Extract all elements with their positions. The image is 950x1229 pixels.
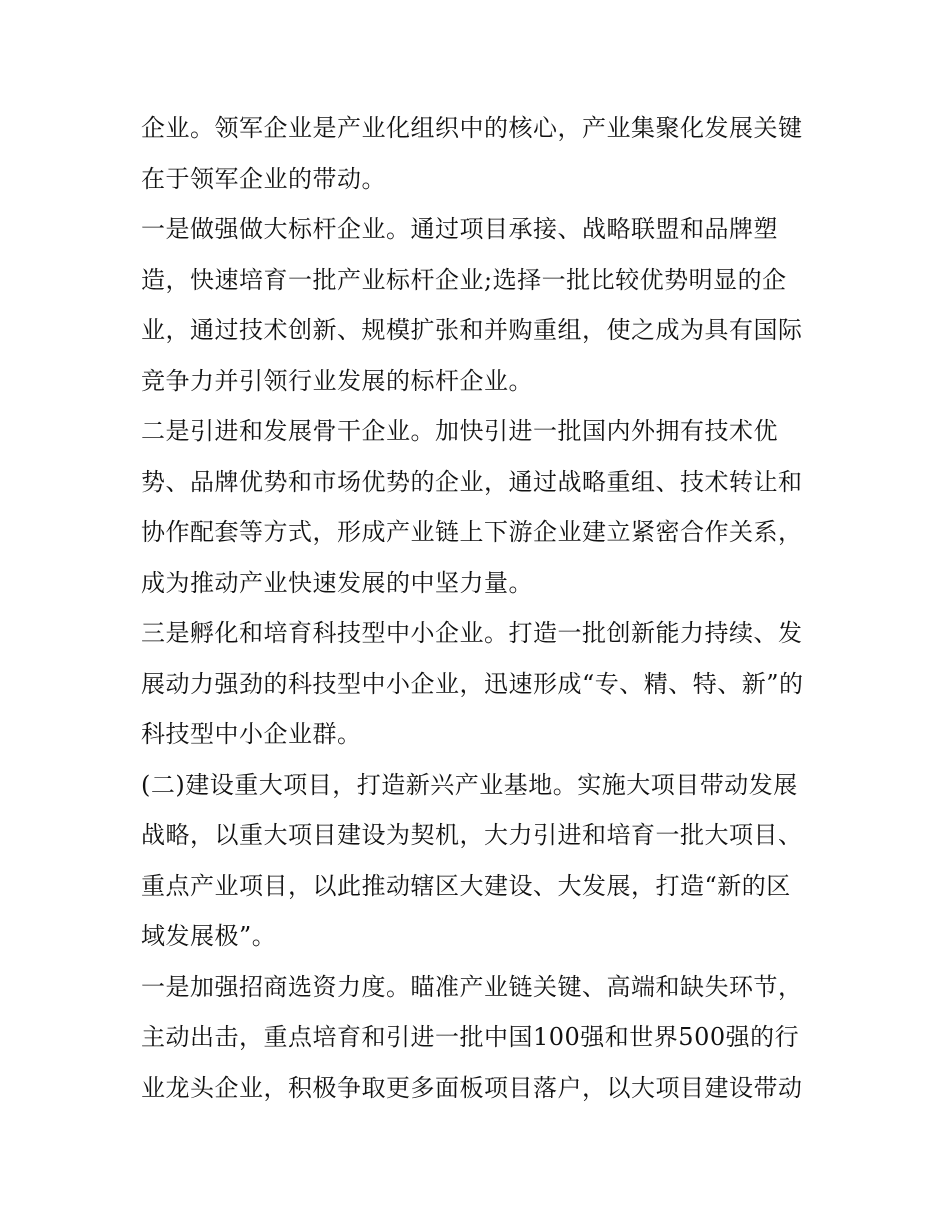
text-line: 一是做强做大标杆企业。通过项目承接、战略联盟和品牌塑	[141, 215, 778, 243]
text-line: 战略，以重大项目建设为契机，大力引进和培育一批大项目、	[141, 821, 803, 849]
text-line: 二是引进和发展骨干企业。加快引进一批国内外拥有技术优	[141, 417, 778, 445]
text-line: 业龙头企业，积极争取更多面板项目落户，以大项目建设带动	[141, 1073, 803, 1102]
text-line: 一是加强招商选资力度。瞄准产业链关键、高端和缺失环节，	[141, 972, 803, 1001]
text-line: 势、品牌优势和市场优势的企业，通过战略重组、技术转让和	[141, 467, 803, 496]
text-line: (二)建设重大项目，打造新兴产业基地。实施大项目带动发展	[141, 770, 798, 799]
document-body	[141, 103, 821, 1113]
text-line: 协作配套等方式，形成产业链上下游企业建立紧密合作关系，	[141, 518, 803, 546]
text-line: 科技型中小企业群。	[141, 720, 362, 748]
text-line: 企业。领军企业是产业化组织中的核心，产业集聚化发展关键	[141, 114, 803, 142]
text-line: 成为推动产业快速发展的中坚力量。	[141, 568, 533, 597]
text-line: 造，快速培育一批产业标杆企业;选择一批比较优势明显的企	[141, 265, 787, 294]
text-line: 三是孵化和培育科技型中小企业。打造一批创新能力持续、发	[141, 619, 803, 647]
text-line: 重点产业项目，以此推动辖区大建设、大发展，打造“新的区	[141, 871, 791, 900]
text-line: 主动出击，重点培育和引进一批中国100强和世界500强的行	[141, 1023, 800, 1051]
text-line: 竞争力并引领行业发展的标杆企业。	[141, 366, 533, 395]
text-line: 业，通过技术创新、规模扩张和并购重组，使之成为具有国际	[141, 316, 803, 344]
text-line: 在于领军企业的带动。	[141, 164, 386, 193]
text-line: 展动力强劲的科技型中小企业，迅速形成“专、精、特、新”的	[141, 669, 804, 698]
text-line: 域发展极”。	[141, 922, 277, 950]
